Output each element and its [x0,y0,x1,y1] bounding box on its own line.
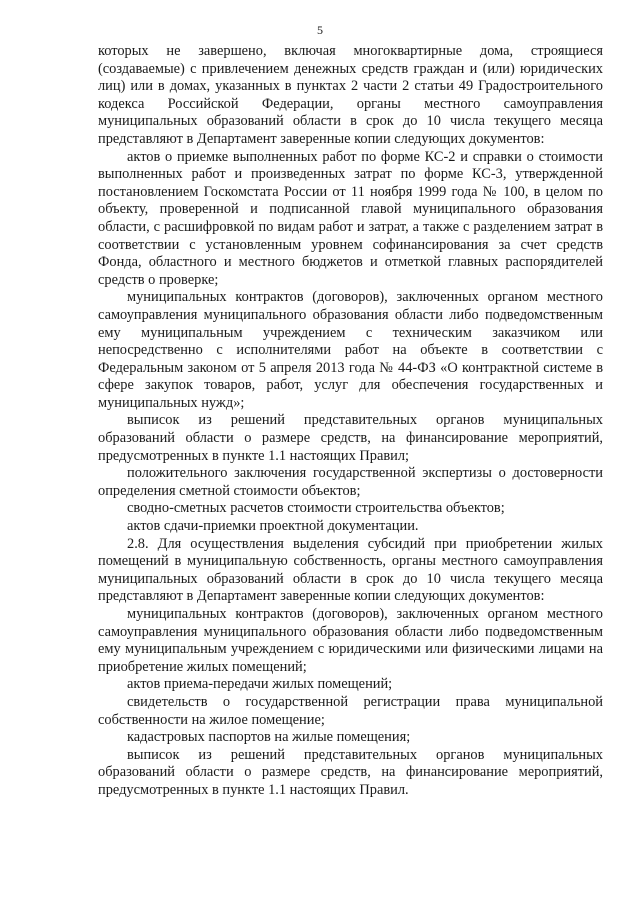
paragraph-ks-acts: актов о приемке выполненных работ по форме КС-2 и справки о стоимости выполненных работ и произведенных затрат по форме КС-3, утвержденной постановлением Госкомстата России от 11 ноября 1999 года № 100, в целом по объекту, проверенной и подписанной главой муниципального образования области, с расшифровкой по видам работ и затрат, а также с разделением затрат в соответствии с установленным уровнем софинансирования за счет средств Фонда, областного и местного бюджетов и отметкой главных распорядителей средств о проверке; [98,148,603,288]
paragraph-council-decisions-housing: выписок из решений представительных органов муниципальных образований области о размере средств, на финансирование мероприятий, предусмотренных в пункте 1.1 настоящих Правил. [98,746,603,798]
paragraph-continuation: которых не завершено, включая многоквартирные дома, строящиеся (создаваемые) с привлечением денежных средств граждан и (или) юридических лиц) или в домах, указанных в пунктах 2 части 2 статьи 49 Градостроительного кодекса Российской Федерации, органы местного самоуправления муниципальных образований области в срок до 10 числа текущего месяца представляют в Департамент заверенные копии следующих документов: [98,43,603,147]
paragraph-registration-certificates: свидетельств о государственной регистрации права муниципальной собственности на жилое помещение; [98,693,603,728]
paragraph-council-decisions: выписок из решений представительных органов муниципальных образований области о размере средств, на финансирование мероприятий, предусмотренных в пункте 1.1 настоящих Правил; [98,412,603,464]
paragraph-municipal-contracts: муниципальных контрактов (договоров), заключенных органом местного самоуправления муниципального образования области либо подведомственным ему муниципальным учреждением с техническим заказчиком или непосредственно с исполнителями работ на объекте в соответствии с Федеральным законом от 5 апреля 2013 года № 44-ФЗ «О контрактной системе в сфере закупок товаров, работ, услуг для обеспечения государственных и муниципальных нужд»; [98,289,603,411]
page-number: 5 [317,23,323,37]
paragraph-cadastral-passports: кадастровых паспортов на жилые помещения; [127,729,411,746]
paragraph-cost-estimates: сводно-сметных расчетов стоимости строительства объектов; [127,500,505,517]
paragraph-design-acceptance: актов сдачи-приемки проектной документации. [127,518,419,535]
document-body [98,43,603,800]
paragraph-housing-contracts: муниципальных контрактов (договоров), заключенных органом местного самоуправления муниципального образования области либо подведомственным ему муниципальным учреждением с юридическими или физическими лицами на приобретение жилых помещений; [98,606,603,675]
paragraph-transfer-acts: актов приема-передачи жилых помещений; [127,676,393,693]
paragraph-section-2-8: 2.8. Для осуществления выделения субсидий при приобретении жилых помещений в муниципальную собственность, органы местного самоуправления муниципальных образований области в срок до 10 числа текущего месяца представляют в Департамент заверенные копии следующих документов: [98,535,603,605]
paragraph-state-expertise: положительного заключения государственной экспертизы о достоверности определения сметной стоимости объектов; [98,465,603,499]
